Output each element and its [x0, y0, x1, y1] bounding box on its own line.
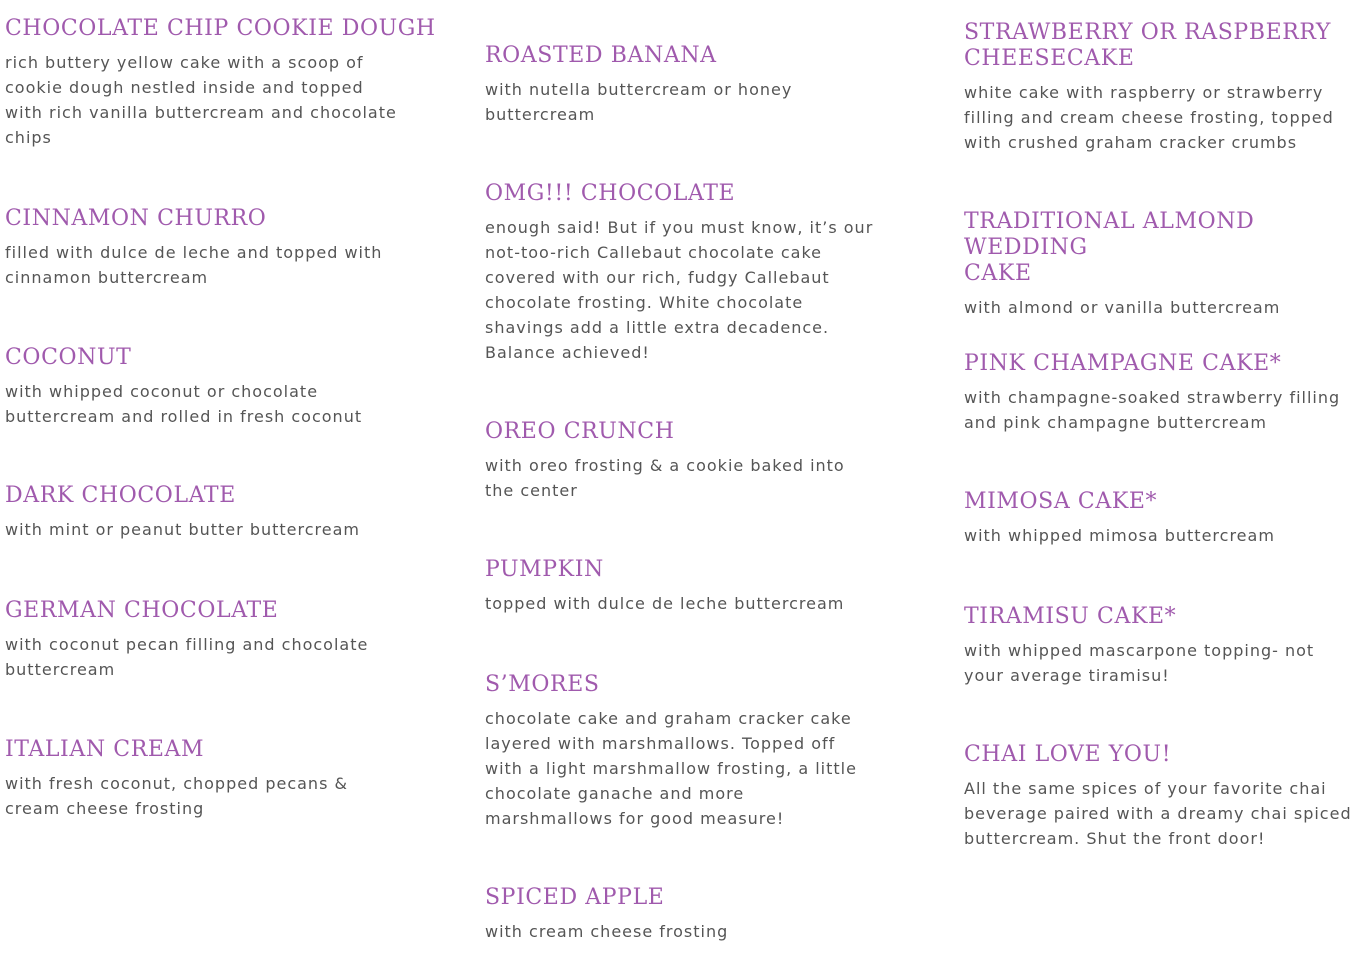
menu-item-title: DARK CHOCOLATE: [5, 483, 236, 508]
menu-item-title: COCONUT: [5, 345, 132, 370]
menu-item-description: All the same spices of your favorite chai beverage paired with a dreamy chai spiced buttercream. Shut the front door!: [964, 779, 1352, 848]
menu-item-chai-love-you: [964, 742, 1352, 851]
menu-item-title: PUMPKIN: [485, 557, 604, 582]
menu-item-title: SPICED APPLE: [485, 885, 665, 910]
menu-item-spiced-apple: [485, 885, 728, 944]
menu-item-omg-chocolate: [485, 181, 873, 365]
menu-item-description: with mint or peanut butter buttercream: [5, 520, 360, 539]
menu-item-description: filled with dulce de leche and topped with cinnamon buttercream: [5, 243, 383, 287]
menu-item-pumpkin: [485, 557, 844, 616]
menu-item-title: CINNAMON CHURRO: [5, 206, 267, 231]
menu-item-title: PINK CHAMPAGNE CAKE*: [964, 351, 1282, 376]
menu-item-description: with champagne-soaked strawberry filling and pink champagne buttercream: [964, 388, 1341, 432]
menu-item-description: with whipped mimosa buttercream: [964, 526, 1275, 545]
menu-item-tiramisu-cake: [964, 604, 1314, 688]
menu-item-description: white cake with raspberry or strawberry filling and cream cheese frosting, topped with crushed graham cracker crumbs: [964, 83, 1334, 152]
menu-item-traditional-almond-wedding-cake: [964, 209, 1354, 320]
menu-item-italian-cream: [5, 737, 348, 821]
menu-item-title: ITALIAN CREAM: [5, 737, 205, 762]
menu-item-title: GERMAN CHOCOLATE: [5, 598, 279, 623]
menu-item-description: with whipped mascarpone topping- not your average tiramisu!: [964, 641, 1315, 685]
menu-item-title: CHAI LOVE YOU!: [964, 742, 1172, 767]
menu-item-chocolate-chip-cookie-dough: [5, 16, 436, 150]
menu-item-oreo-crunch: [485, 419, 845, 503]
menu-item-description: with oreo frosting & a cookie baked into the center: [485, 456, 845, 500]
menu-item-description: enough said! But if you must know, it’s our not-too-rich Callebaut chocolate cake covered with our rich, fudgy Callebaut chocolate frosting. White chocolate shavings add a little extra decadence. Balance achieved!: [485, 218, 874, 362]
menu-item-title: S’MORES: [485, 672, 600, 697]
menu-item-description: rich buttery yellow cake with a scoop of cookie dough nestled inside and topped with rich vanilla buttercream and chocolate chips: [5, 53, 397, 147]
menu-item-title: CHOCOLATE CHIP COOKIE DOUGH: [5, 16, 436, 41]
menu-item-strawberry-raspberry-cheesecake: [964, 20, 1334, 155]
menu-item-smores: [485, 672, 857, 831]
menu-item-title: ROASTED BANANA: [485, 43, 717, 68]
menu-item-description: with whipped coconut or chocolate buttercream and rolled in fresh coconut: [5, 382, 363, 426]
menu-item-title: TRADITIONAL ALMOND WEDDING CAKE: [964, 209, 1255, 286]
menu-item-description: with cream cheese frosting: [485, 922, 729, 941]
menu-item-roasted-banana: [485, 43, 792, 127]
menu-item-title: OMG!!! CHOCOLATE: [485, 181, 736, 206]
menu-item-mimosa-cake: [964, 489, 1275, 548]
menu-item-description: with fresh coconut, chopped pecans & cream cheese frosting: [5, 774, 348, 818]
menu-item-description: with nutella buttercream or honey buttercream: [485, 80, 793, 124]
menu-item-german-chocolate: [5, 598, 368, 682]
menu-item-description: with almond or vanilla buttercream: [964, 298, 1281, 317]
menu-item-dark-chocolate: [5, 483, 360, 542]
menu-item-coconut: [5, 345, 362, 429]
menu-item-title: MIMOSA CAKE*: [964, 489, 1158, 514]
menu-item-description: with coconut pecan filling and chocolate buttercream: [5, 635, 369, 679]
menu-item-pink-champagne-cake: [964, 351, 1340, 435]
menu-item-description: topped with dulce de leche buttercream: [485, 594, 845, 613]
menu-item-title: TIRAMISU CAKE*: [964, 604, 1177, 629]
menu-item-cinnamon-churro: [5, 206, 382, 290]
menu-item-title: STRAWBERRY OR RASPBERRY CHEESECAKE: [964, 20, 1332, 71]
menu-item-title: OREO CRUNCH: [485, 419, 675, 444]
menu-item-description: chocolate cake and graham cracker cake layered with marshmallows. Topped off with a light marshmallow frosting, a little chocolate ganache and more marshmallows for good measure!: [485, 709, 857, 828]
